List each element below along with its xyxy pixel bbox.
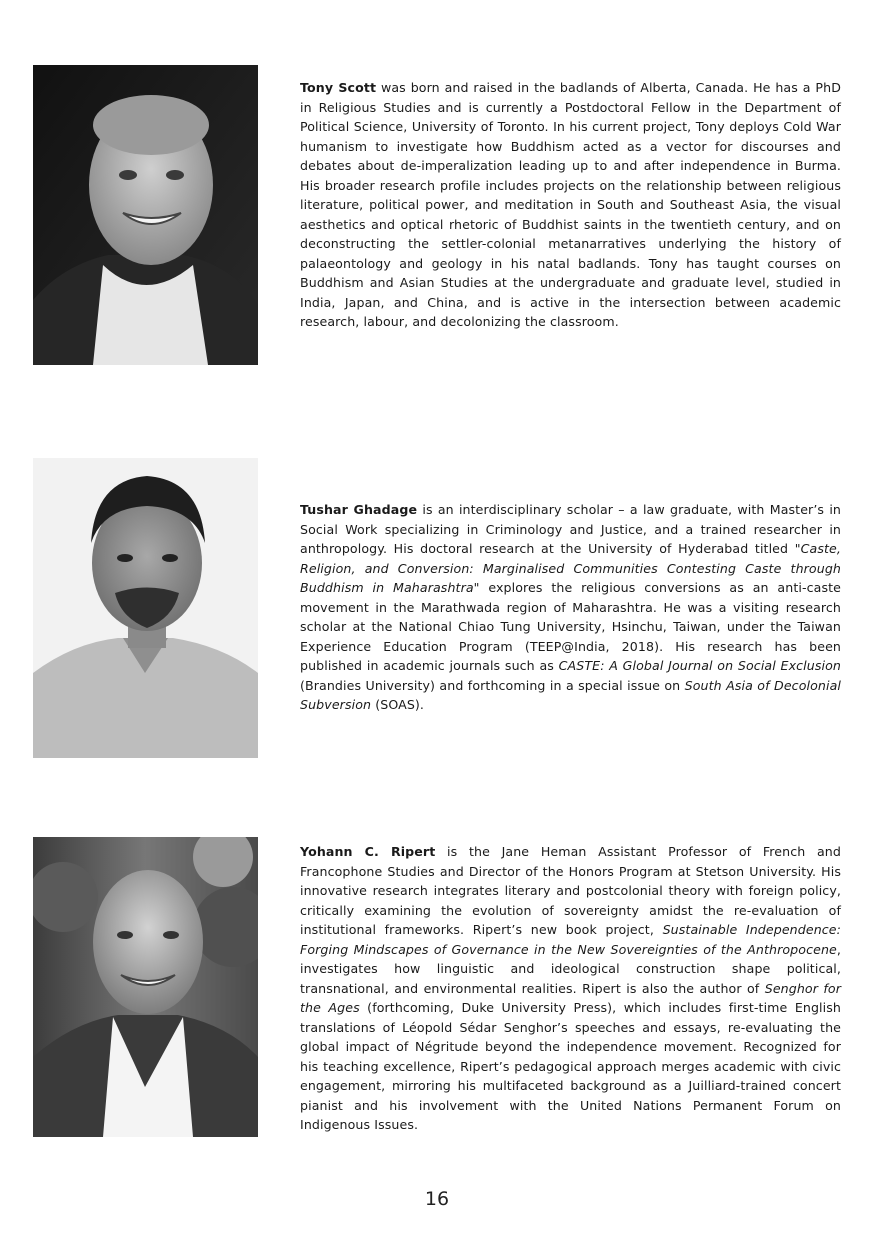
bio-text: , investigates how linguistic and ideological construction shape political, transnational, and environmental realities. Ripert is also the author of bbox=[300, 941, 841, 996]
bio-text: was born and raised in the badlands of Alberta, Canada. He has a PhD in Religious Studies and is currently a Postdoctoral Fellow in the Department of Political Science, University of Toronto. In his current project, Tony deploys Cold War humanism to investigate how Buddhism acted as a vector for discourses and debates about de-imperalization leading up to and after independence in Burma. His broader research profile includes projects on the relationship between religious literature, political power, and meditation in South and Southeast Asia, the visual aesthetics and optical rhetoric of Buddhist saints in the twentieth century, and on deconstructing the settler-colonial metanarratives underlying the history of palaeontology and geology in his natal badlands. Tony has taught courses on Buddhism and Asian Studies at the undergraduate and graduate level, studied in India, Japan, and China, and is active in the intersection between academic research, labour, and decolonizing the classroom. bbox=[300, 80, 841, 329]
bio-text: is the Jane Heman Assistant Professor of French and Francophone Studies and Director of the Honors Program at Stetson University. His innovative research integrates literary and postcolonial theory with foreign policy, critically examining the evolution of sovereignty amidst the re-evaluation of institutional frameworks. Ripert’s new book project, bbox=[300, 844, 841, 937]
book-project-title: Sustainable Independence: Forging Mindscapes of Governance in the New Sovereignties of the Anthropocene bbox=[300, 922, 841, 957]
special-issue-title: South Asia of Decolonial Subversion bbox=[300, 677, 841, 712]
bio-yohann-ripert bbox=[300, 842, 841, 1135]
bio-text: (SOAS). bbox=[371, 697, 425, 712]
journal-title: CASTE: A Global Journal on Social Exclusion bbox=[558, 658, 841, 673]
bio-text: (forthcoming, Duke University Press), which includes first-time English translations of Léopold Sédar Senghor’s speeches and essays, re-evaluating the global impact of Négritude beyond the independence movement. Recognized for his teaching excellence, Ripert’s pedagogical approach merges academic with civic engagement, mirroring his multifaceted background as a Juilliard-trained concert pianist and his involvement with the United Nations Permanent Forum on Indigenous Issues. bbox=[300, 1000, 841, 1132]
bio-text: explores the religious conversions as an anti-caste movement in the Marathwada region of Maharashtra. He was a visiting research scholar at the National Chiao Tung University, Hsinchu, Taiwan, under the Taiwan Experience Education Program (TEEP@India, 2018). His research has been published in academic journals such as bbox=[300, 580, 841, 673]
portrait-yohann-ripert bbox=[33, 837, 258, 1137]
bio-name: Yohann C. Ripert bbox=[300, 844, 436, 859]
bio-text: is an interdisciplinary scholar – a law graduate, with Master’s in Social Work specializing in Criminology and Justice, and a trained researcher in anthropology. His doctoral research at the University of Hyderabad titled bbox=[300, 502, 841, 556]
portrait-tony-scott bbox=[33, 65, 258, 365]
bio-text: (Brandies University) and forthcoming in a special issue on bbox=[300, 677, 685, 693]
thesis-title: "Caste, Religion, and Conversion: Marginalised Communities Contesting Caste through Buddhism in Maharashtra" bbox=[300, 541, 841, 595]
bio-name: Tony Scott bbox=[300, 80, 377, 95]
book-title: Senghor for the Ages bbox=[300, 980, 841, 1015]
bio-tushar-ghadage bbox=[300, 500, 841, 715]
portrait-tushar-ghadage bbox=[33, 458, 258, 758]
page-number: 16 bbox=[424, 1188, 450, 1210]
bio-tony-scott bbox=[300, 78, 841, 332]
bio-name: Tushar Ghadage bbox=[300, 502, 418, 517]
